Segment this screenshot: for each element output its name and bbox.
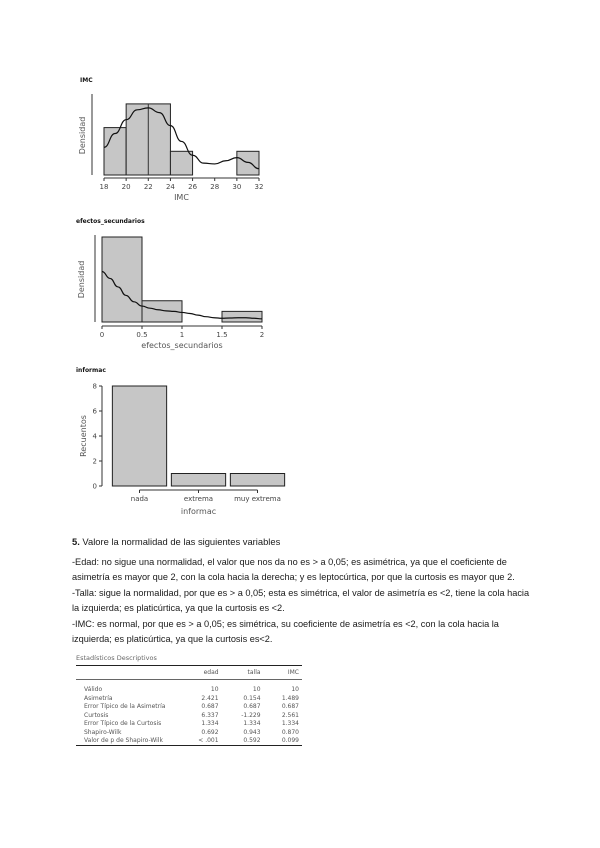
efectos-y-axis-label: Densidad [77,260,86,299]
informac-x-tick-label: nada [130,495,149,503]
imc-histogram-figure [72,76,272,216]
table-row [76,703,302,712]
imc-histogram-bar [104,128,126,175]
paragraph-edad: -Edad: no sigue una normalidad, el valor que nos da no es > a 0,05; es asimétrica, ya que el coeficiente de asimetría es mayor que 2, con la cola hacia la derecha; y es leptocúrtica, por que la curtosis es mayor que 2. [72,556,515,582]
cell-value: 1.334 [243,720,261,728]
normality-section [72,534,532,648]
efectos-histogram-figure [72,216,282,366]
cell-value: < .001 [178,737,222,746]
cell-value: 0.687 [281,703,299,711]
table-row [76,720,302,729]
cell-value: 0.592 [222,737,264,746]
informac-y-axis-label: Recuentos [79,415,88,457]
informac-barchart-figure [72,366,302,524]
informac-x-tick-label: extrema [183,495,214,503]
informac-x-axis-label: informac [180,507,217,516]
informac-y-tick-label: 6 [92,407,97,416]
cell-value: 0.154 [243,694,261,702]
cell-value: 10 [252,686,261,694]
imc-y-axis-label: Densidad [78,116,87,155]
imc-histogram-bar [237,151,259,175]
imc-x-tick-label: 18 [99,183,109,191]
section-heading-text: Valore la normalidad de las siguientes variables [79,536,281,547]
paragraph-imc: -IMC: es normal, por que es > a 0,05; es simétrica, su coeficiente de asimetría es <2, con la cola hacia la izquierda; es platicúrtica, ya que la curtosis es<2. [72,618,499,644]
table-row [76,711,302,720]
imc-x-tick-label: 30 [232,183,242,191]
imc-histogram-svg [72,76,272,216]
table-row [76,679,302,694]
imc-x-tick-label: 28 [210,183,220,191]
row-label: Válido [84,686,103,694]
descriptive-stats-table [76,654,302,746]
informac-bar [112,386,166,486]
efectos-x-tick-label: 1 [179,331,185,339]
imc-x-axis-label: IMC [174,193,189,202]
cell-value: 1.334 [281,720,299,728]
imc-x-tick-label: 32 [254,183,264,191]
imc-x-tick-label: 26 [188,183,198,191]
header-cell [76,666,178,680]
cell-value: 1.334 [201,720,219,728]
informac-chart-title: informac [76,367,106,374]
efectos-x-axis-label: efectos_secundarios [141,341,223,350]
efectos-x-tick-label: 0.5 [136,331,148,339]
header-cell: talla [222,666,264,680]
informac-y-tick-label: 4 [92,432,97,441]
header-cell: IMC [264,666,302,680]
imc-histogram-bar [170,151,192,175]
efectos-x-tick-label: 2 [259,331,265,339]
cell-value: 0.692 [201,728,219,736]
informac-bar [230,474,284,487]
cell-value: 1.489 [281,694,299,702]
cell-value: 10 [291,686,299,694]
cell-value: -1.229 [241,711,261,719]
cell-value: 0.870 [281,728,299,736]
efectos-histogram-svg [72,216,282,366]
informac-y-tick-label: 0 [92,482,97,491]
table-header-row [76,666,302,680]
efectos-histogram-bar [222,311,262,322]
row-label: Shapiro-Wilk [84,728,122,736]
cell-value: 6.337 [201,711,219,719]
table-row [76,694,302,703]
row-label: Asimetría [84,694,113,702]
table-row [76,737,302,746]
imc-x-tick-label: 20 [121,183,131,191]
row-label: Error Típico de la Asimetría [84,703,166,711]
row-label: Error Típico de la Curtosis [84,720,162,728]
cell-value: 10 [210,686,219,694]
stats-table [76,665,302,746]
imc-chart-title: IMC [80,77,93,84]
cell-value: 2.421 [201,694,219,702]
informac-x-tick-label: muy extrema [234,495,281,503]
informac-bar [171,474,225,487]
row-label: Curtosis [84,711,109,719]
imc-x-tick-label: 24 [165,183,175,191]
efectos-x-tick-label: 0 [99,331,105,339]
header-cell: edad [178,666,222,680]
informac-barchart-svg [72,366,302,524]
section-heading [72,534,532,550]
paragraph-talla: -Talla: sigue la normalidad, por que es > a 0,05; esta es simétrica, el valor de asimetría es <2, tiene la cola hacia la izquierda; es platicúrtica, ya que la curtosis es <2. [72,587,530,613]
cell-value: 0.687 [201,703,219,711]
cell-value: 0.943 [243,728,261,736]
cell-value: 2.561 [281,711,299,719]
informac-y-tick-label: 2 [92,457,97,466]
section-number: 5. [72,536,80,547]
imc-x-tick-label: 22 [143,183,153,191]
efectos-chart-title: efectos_secundarios [76,218,145,225]
cell-value: 0.687 [243,703,261,711]
table-row [76,728,302,737]
cell-value: 0.099 [264,737,302,746]
efectos-histogram-bar [102,237,142,322]
informac-y-tick-label: 8 [92,382,97,391]
row-label: Valor de p de Shapiro-Wilk [76,737,178,746]
table-caption: Estadísticos Descriptivos [76,654,157,662]
efectos-x-tick-label: 1.5 [216,331,228,339]
